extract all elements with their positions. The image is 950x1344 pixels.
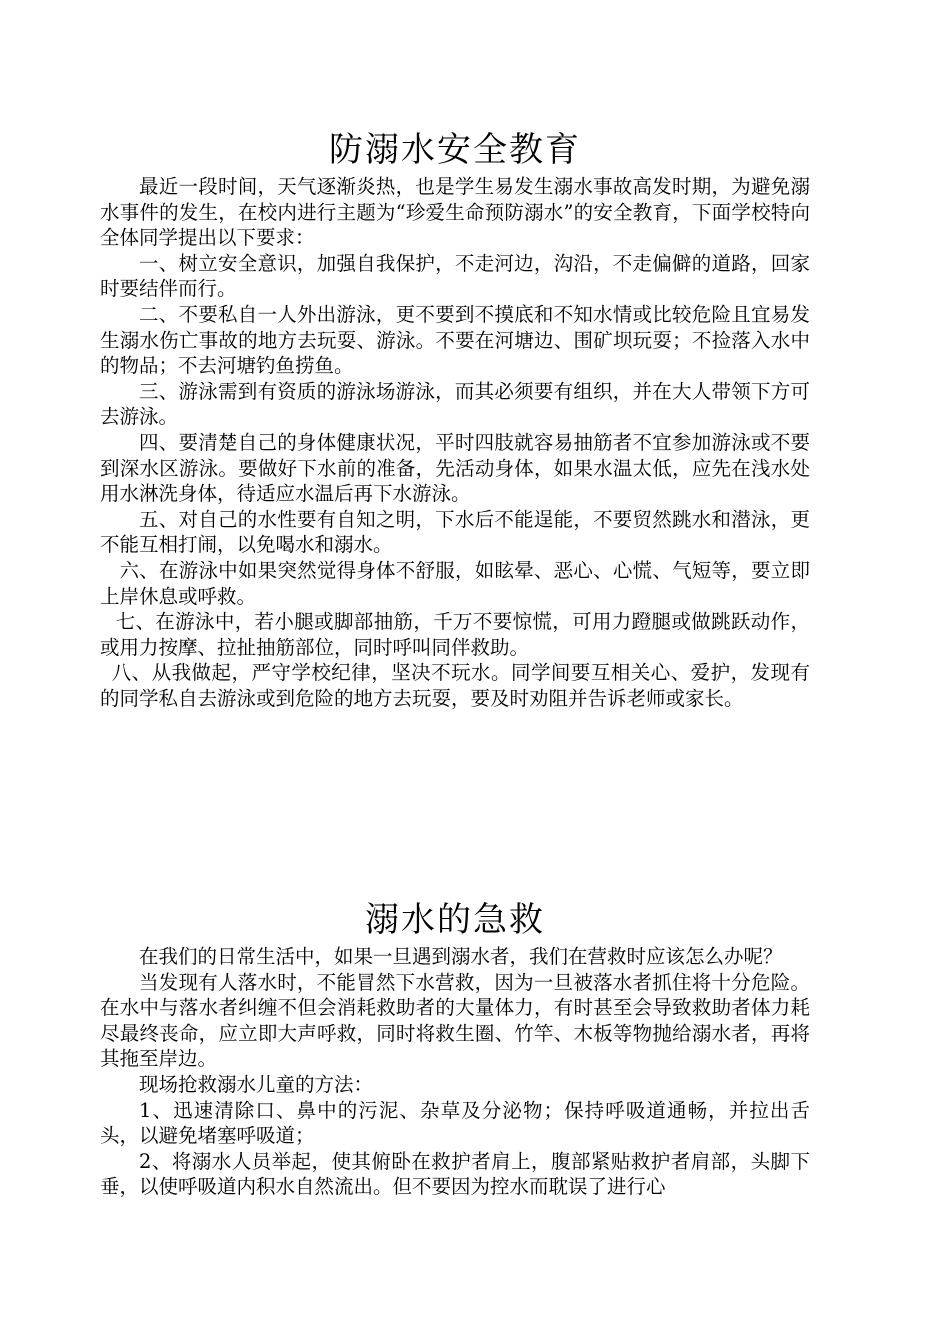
paragraph-intro: 在我们的日常生活中，如果一旦遇到溺水者，我们在营救时应该怎么办呢？ bbox=[139, 945, 783, 968]
paragraph-rule-2: 二、不要私自一人外出游泳，更不要到不摸底和不知水情或比较危险且宜易发生溺水伤亡事故的地方去玩耍、游泳。不要在河塘边、围矿坝玩耍；不捡落入水中的物品；不去河塘钓鱼捞鱼。 bbox=[100, 302, 810, 378]
paragraph-method-1: 1、迅速清除口、鼻中的污泥、杂草及分泌物；保持呼吸道通畅，并拉出舌头，以避免堵塞呼吸道； bbox=[100, 1098, 810, 1148]
paragraph-rule-4: 四、要清楚自己的身体健康状况，平时四肢就容易抽筋者不宜参加游泳或不要到深水区游泳。要做好下水前的准备，先活动身体，如果水温太低，应先在浅水处用水淋洗身体，待适应水温后再下水游泳。 bbox=[100, 430, 810, 506]
paragraph-method-2: 2、将溺水人员举起，使其俯卧在救护者肩上，腹部紧贴救护者肩部，头脚下垂，以使呼吸道内积水自然流出。但不要因为控水而耽误了进行心 bbox=[100, 1149, 810, 1199]
section-title: 防溺水安全教育 bbox=[329, 130, 581, 170]
paragraph-intro: 最近一段时间，天气逐渐炎热，也是学生易发生溺水事故高发时期，为避免溺水事件的发生，在校内进行主题为“珍爱生命预防溺水”的安全教育，下面学校特向全体同学提出以下要求： bbox=[100, 175, 810, 250]
paragraph-method-heading: 现场抢救溺水儿童的方法： bbox=[139, 1072, 374, 1096]
paragraph-rule-3: 三、游泳需到有资质的游泳场游泳，而其必须要有组织，并在大人带领下方可去游泳。 bbox=[100, 379, 810, 429]
paragraph-rule-7: 七、在游泳中，若小腿或脚部抽筋，千万不要惊慌，可用力蹬腿或做跳跃动作，或用力按摩、拉扯抽筋部位，同时呼叫同伴救助。 bbox=[100, 610, 810, 659]
section-title: 溺水的急救 bbox=[365, 900, 545, 940]
paragraph-rule-6: 六、在游泳中如果突然觉得身体不舒服，如眩晕、恶心、心慌、气短等，要立即上岸休息或呼救。 bbox=[100, 558, 810, 608]
paragraph-rule-1: 一、树立安全意识，加强自我保护，不走河边，沟沿，不走偏僻的道路，回家时要结伴而行。 bbox=[100, 251, 810, 301]
section-drowning-prevention bbox=[100, 128, 810, 711]
paragraph-rescue-warning: 当发现有人落水时，不能冒然下水营救，因为一旦被落水者抓住将十分危险。在水中与落水者纠缠不但会消耗救助者的大量体力，有时甚至会导致救助者体力耗尽最终丧命，应立即大声呼救，同时将救生圈、竹竿、木板等物抛给溺水者，再将其拖至岸边。 bbox=[100, 970, 810, 1071]
section-drowning-first-aid bbox=[100, 898, 810, 1200]
paragraph-rule-5: 五、对自己的水性要有自知之明，下水后不能逞能，不要贸然跳水和潜泳，更不能互相打闹，以免喝水和溺水。 bbox=[100, 507, 810, 557]
paragraph-rule-8: 八、从我做起，严守学校纪律，坚决不玩水。同学间要互相关心、爱护，发现有的同学私自去游泳或到危险的地方去玩耍，要及时劝阻并告诉老师或家长。 bbox=[100, 661, 810, 710]
